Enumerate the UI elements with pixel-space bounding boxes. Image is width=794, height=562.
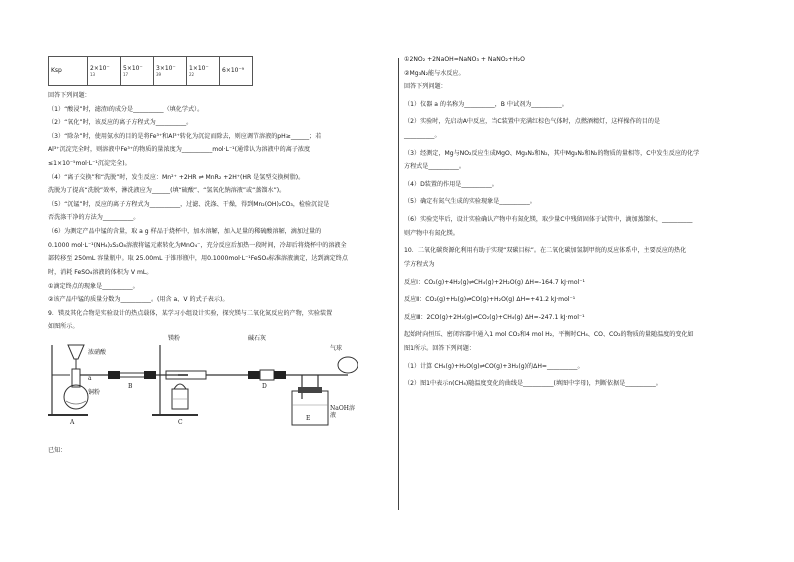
ksp-label: Ksp [49,57,88,86]
ksp-cell: 2×10⁻ 13 [88,57,121,86]
question-5: （5）“沉锰”时，反应的离子方程式为__________，过滤、洗涤、干燥，得到Mn₂(OH)₂CO₃，检验沉淀是 [48,200,330,208]
question-3: （3）经测定，Mg与NO₂反应生成MgO、Mg₃N₂和N₂，其中Mg₃N₂和N₂的物质的量相等，C中发生反应的化学 [404,149,700,157]
known-2: ②Mg₃N₂能与水反应。 [404,69,465,77]
ksp-table [48,56,253,86]
question-2: （2）“氧化”时，该反应的离子方程式为__________。 [48,119,193,127]
text-line: 学方程式为 [404,260,435,268]
text-line: 否洗涤干净的方法为__________。 [48,214,140,222]
question-10-2: （2）图1中表示n(CH₄)随温度变化的曲线是__________(填图中字母)，判断依据是__________。 [404,380,662,388]
label-magnesium-powder: 镁粉 [168,334,181,342]
apparatus-diagram [48,335,358,427]
text-line: 则产物中有氮化镁。 [404,229,459,237]
label-C: C [178,418,183,426]
label-copper-powder: 铜粉 [88,388,101,396]
label-D: D [262,382,267,390]
text-line: 回答下列问题： [404,83,447,91]
known-label: 已知： [48,446,67,454]
label-B: B [128,382,133,390]
question-1: （1）仪器 a 的名称为__________，B 中试剂为__________。 [404,100,568,108]
question-6: （6）实验完毕后，设计实验确认产物中有氮化镁，取少量C中残留固体于试管中，滴加蒸馏水，__________ [404,216,693,224]
label-naoh-solution: NaOH溶液 [330,404,355,420]
text-line: __________。 [404,132,441,140]
question-3: （3）“除杂”时，使用氨水的目的是将Fe³⁺和Al³⁺转化为沉淀而除去，则应调节溶液的pH≥______；若 [48,132,322,140]
label-soda-lime: 碱石灰 [248,334,267,342]
column-divider [398,58,399,510]
known-1: ①2NO₂ +2NaOH=NaNO₃ + NaNO₂+H₂O [404,56,525,63]
text-line: Al³⁺沉淀完全时，则溶液中Fe³⁺的物质的量浓度为__________mol·L⁻¹(通常认为溶液中的离子浓度 [48,146,311,154]
text-line: 0.1000 mol·L⁻¹(NH₄)₂S₂O₈溶液将锰元素转化为MnO₄⁻，充分反应后加热一段时间，冷却后将烧杯中的溶液全 [48,241,347,249]
table-row [49,57,253,86]
ksp-cell: 5×10⁻ 17 [121,57,154,86]
left-column [48,56,393,455]
text-line: 时，消耗 FeSO₄溶液的体积为 V mL。 [48,268,153,276]
question-5: （5）确定有氮气生成的实验现象是__________。 [404,198,536,206]
reaction-3: 反应Ⅲ：2CO(g)+2H₂(g)⇌CO₂(g)+CH₄(g) ΔH=-247.1 kJ·mol⁻¹ [404,313,585,321]
label-concentrated-nitric-acid: 浓硝酸 [88,348,107,356]
question-10-1: （1）计算 CH₄(g)+H₂O(g)⇌CO(g)+3H₂(g)的ΔH=__________。 [404,362,584,370]
label-balloon: 气球 [330,344,343,352]
question-6: （6）为测定产品中锰的含量，取 a g 样品于烧杯中，加水溶解，加入足量的稀硫酸溶解，滴加过量的 [48,228,322,236]
text-line: 图1所示。回答下列问题： [404,344,475,352]
ksp-cell: 3×10⁻ 39 [154,57,187,86]
text-line: ≤1×10⁻⁵mol·L⁻¹沉淀完全)。 [48,160,131,168]
sub-question-2: ②该产品中锰的质量分数为__________。(用含 a、V 的式子表示)。 [48,296,229,304]
problem-9: 9．镁及其化合物是实验设计的热点载体，某学习小组设计实验，探究镁与二氧化氮反应的产物，实验装置 [48,309,333,317]
text-line: 方程式是__________。 [404,163,465,171]
ksp-cell: 1×10⁻ 22 [187,57,220,86]
problem-10: 10．二氧化碳资源化利用有助于实现“双碳目标”。在二氧化碳加氢制甲烷的反应体系中，主要反应的热化 [404,247,687,255]
label-A: A [70,418,75,426]
reaction-1: 反应Ⅰ：CO₂(g)+4H₂(g)⇌CH₄(g)+2H₂O(g) ΔH=-164.7 kJ·mol⁻¹ [404,278,585,286]
text-line: 洗脱为了提高“洗脱”效率，淋洗液应为______(填“硫酸”、“氢氧化钠溶液”或“蒸馏水”)。 [48,187,286,195]
question-4: （4）D装置的作用是__________。 [404,180,498,188]
right-column [404,56,756,388]
question-2: （2）实验时，先启动A中反应，当C装置中充满红棕色气体时，点燃酒精灯，这样操作的目的是 [404,118,661,126]
ksp-cell: 6×10⁻⁹ [220,57,253,86]
label-a: a [88,374,92,382]
question-1: （1）“酸浸”时，滤渣Ⅰ的成分是__________（填化学式）。 [48,105,204,113]
reaction-2: 反应Ⅱ：CO₂(g)+H₂(g)⇌CO(g)+H₂O(g) ΔH=+41.2 kJ·mol⁻¹ [404,296,576,304]
text-line: 如图所示。 [48,323,79,331]
question-4: （4）“离子交换”和“洗脱”时，发生反应：Mn²⁺ +2HR ⇌ MnR₂ +2H⁺(HR 是氢型交换树脂)。 [48,173,305,181]
text-line: 起始时向恒压、密闭容器中通入1 mol CO₂和4 mol H₂，平衡时CH₄、CO、CO₂的物质的量随温度的变化如 [404,331,694,339]
sub-question-1: ①滴定终点的现象是__________。 [48,282,139,290]
text-line: 回答下列问题： [48,92,91,99]
label-E: E [306,414,311,422]
text-line: 部转移至 250mL 容量瓶中。取 25.00mL 于锥形瓶中，用0.1000mol·L⁻¹FeSO₄标准溶液滴定，达到滴定终点 [48,255,348,263]
